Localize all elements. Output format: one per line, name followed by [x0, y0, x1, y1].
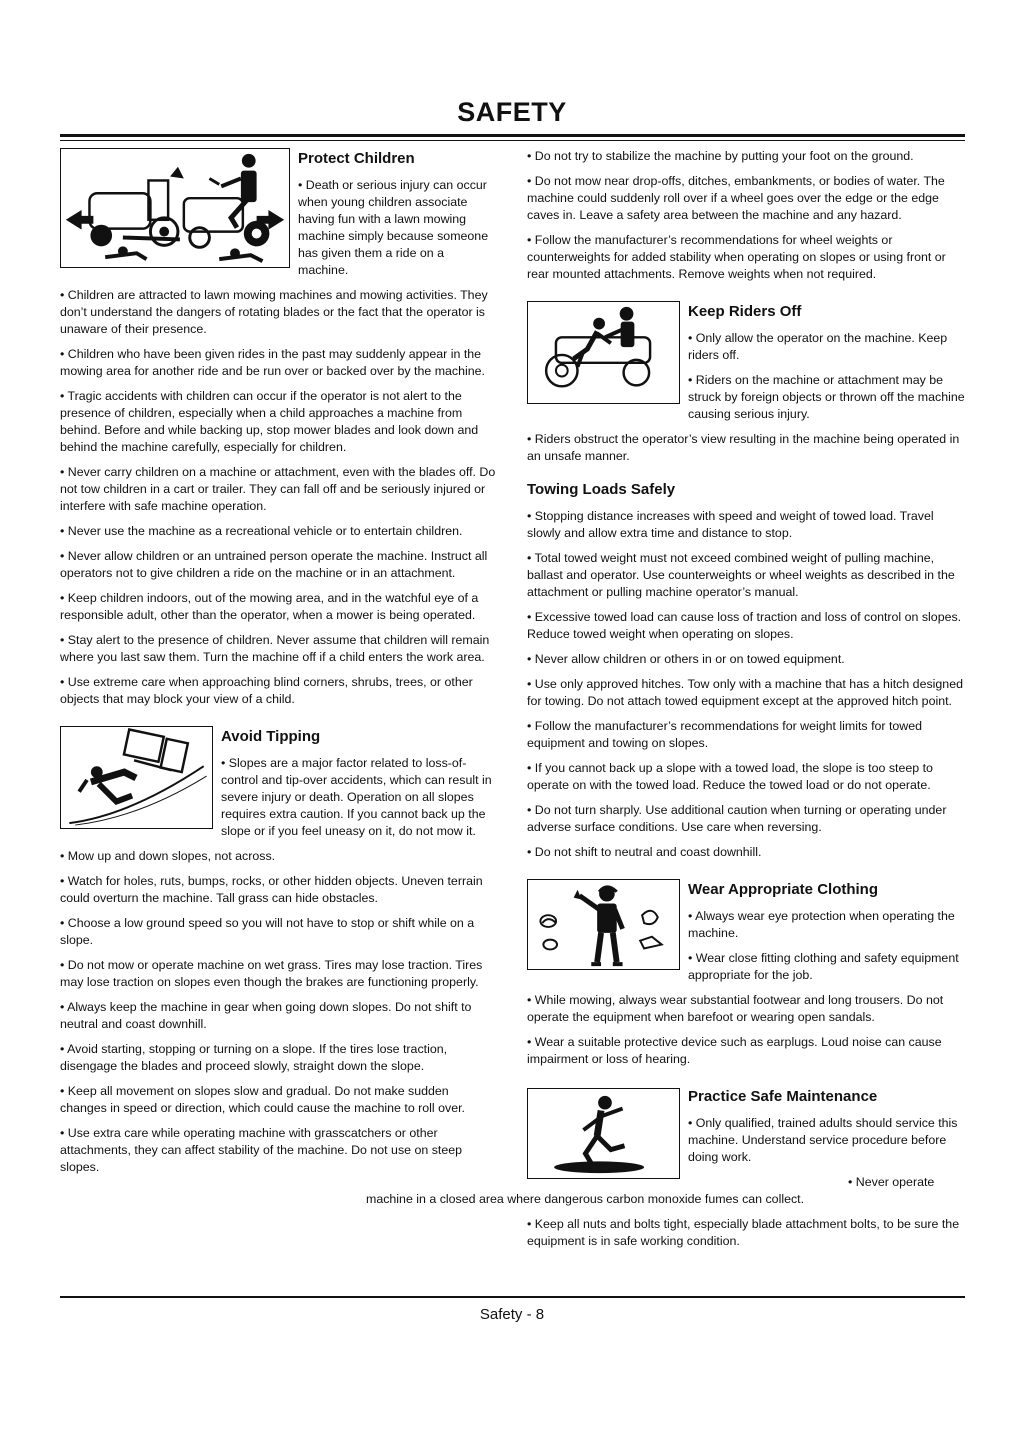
paragraph: • Keep all nuts and bolts tight, especially blade attachment bolts, to be sure the equipment is in safe working condition. — [527, 1217, 960, 1248]
clothing-illustration — [527, 879, 680, 970]
paragraph: • Keep children indoors, out of the mowing area, and in the watchful eye of a responsible adult, other than the operator, when a mower is being operated. — [60, 591, 479, 622]
paragraph: • Watch for holes, ruts, bumps, rocks, or other hidden objects. Uneven terrain could overturn the machine. Tall grass can hide obstacles. — [60, 874, 483, 905]
paragraph: • Use extreme care when approaching blind corners, shrubs, trees, or other objects that may block your view of a child. — [60, 675, 473, 706]
heading-clothing: Wear Appropriate Clothing — [688, 881, 879, 898]
paragraph: • Never allow children or others in or on towed equipment. — [527, 652, 845, 666]
tipping-illustration — [60, 726, 213, 829]
paragraph: • Excessive towed load can cause loss of traction and loss of control on slopes. Reduce towed weight when operating on slopes. — [527, 610, 962, 641]
paragraph: • Wear a suitable protective device such as earplugs. Loud noise can cause impairment or loss of hearing. — [527, 1035, 942, 1066]
paragraph: • Riders on the machine or attachment may be struck by foreign objects or thrown off the machine causing serious injury. — [688, 373, 965, 421]
paragraph: • Avoid starting, stopping or turning on a slope. If the tires lose traction, disengage the blades and proceed slowly, straight down the slope. — [60, 1042, 448, 1073]
tip-over-icon — [61, 727, 212, 828]
paragraph: • Stay alert to the presence of children. Never assume that children will remain where you last saw them. Turn the machine off if a child enters the work area. — [60, 633, 490, 664]
header-rule-thin — [60, 140, 965, 141]
paragraph: • Follow the manufacturer’s recommendations for weight limits for towed equipment and towing on slopes. — [527, 719, 923, 750]
paragraph: • Do not shift to neutral and coast downhill. — [527, 845, 762, 859]
section-towing-loads — [527, 479, 965, 508]
section-clothing — [527, 879, 965, 992]
paragraph: • Never allow children or an untrained person operate the machine. Instruct all operators not to give children a ride on the machine or in an attachment. — [60, 549, 488, 580]
footer-rule — [60, 1296, 965, 1298]
paragraph: • Keep all movement on slopes slow and gradual. Do not make sudden changes in speed or direction, which could cause the machine to roll over. — [60, 1084, 465, 1115]
paragraph: • Use only approved hitches. Tow only with a machine that has a hitch designed for towing. Do not attach towed equipment except at the approved hitch point. — [527, 677, 963, 708]
children-riding-illustration — [60, 148, 290, 268]
heading-protect-children: Protect Children — [298, 150, 415, 167]
slip-hazard-icon — [528, 1089, 679, 1178]
paragraph: • Never use the machine as a recreational vehicle or to entertain children. — [60, 524, 463, 538]
paragraph: • Do not try to stabilize the machine by putting your foot on the ground. — [527, 149, 914, 163]
riders-illustration — [527, 301, 680, 404]
heading-keep-riders-off: Keep Riders Off — [688, 303, 802, 320]
paragraph: • Do not turn sharply. Use additional caution when turning or operating under adverse surface conditions. Use care when reversing. — [527, 803, 947, 834]
protective-clothing-icon — [528, 880, 679, 969]
paragraph: • Stopping distance increases with speed and weight of towed load. Travel slowly and allow extra time and distance to stop. — [527, 509, 934, 540]
paragraph: • Only qualified, trained adults should service this machine. Understand service procedure before doing work. — [688, 1116, 958, 1164]
children-ride-mower-icon — [61, 149, 289, 267]
paragraph: • Death or serious injury can occur when young children associate having fun with a lawn mowing machine simply because someone has given them a ride on a machine. — [298, 178, 489, 277]
header-rule-thick — [60, 134, 965, 137]
paragraph: • Always wear eye protection when operating the machine. — [688, 909, 955, 940]
heading-maintenance: Practice Safe Maintenance — [688, 1088, 878, 1105]
section-protect-children — [60, 148, 496, 287]
paragraph: • Do not mow or operate machine on wet grass. Tires may lose traction. Tires may lose traction on slopes even though the brakes are functioning properly. — [60, 958, 483, 989]
left-column — [60, 148, 496, 1184]
heading-avoid-tipping: Avoid Tipping — [221, 728, 321, 745]
paragraph: • Mow up and down slopes, not across. — [60, 849, 276, 863]
paragraph: • Do not mow near drop-offs, ditches, embankments, or bodies of water. The machine could suddenly roll over if a wheel goes over the edge or the edge caves in. Leave a safety area between the machine and any hazard. — [527, 174, 945, 222]
section-avoid-tipping — [60, 726, 496, 848]
heading-towing-loads: Towing Loads Safely — [527, 481, 676, 498]
rider-on-mower-icon — [528, 302, 679, 403]
page-title: SAFETY — [457, 97, 567, 127]
paragraph: • Children are attracted to lawn mowing machines and mowing activities. They don’t understand the dangers of rotating blades or the fact that the operator is unaware of their presence. — [60, 288, 488, 336]
paragraph: • Riders obstruct the operator’s view resulting in the machine being operated in an unsafe manner. — [527, 432, 960, 463]
paragraph: • Slopes are a major factor related to loss-of-control and tip-over accidents, which can result in severe injury or death. Operation on all slopes requires extra caution. If you cannot back up the slope or if you feel uneasy on it, do not mow it. — [221, 756, 492, 838]
paragraph: • Use extra care while operating machine with grasscatchers or other attachments, they can affect stability of the machine. Do not use on steep slopes. — [60, 1126, 463, 1174]
paragraph: • Wear close fitting clothing and safety equipment appropriate for the job. — [688, 951, 959, 982]
maintenance-illustration — [527, 1088, 680, 1179]
section-keep-riders-off — [527, 301, 965, 431]
paragraph: • Only allow the operator on the machine. Keep riders off. — [688, 331, 948, 362]
paragraph: • Follow the manufacturer’s recommendations for wheel weights or counterweights for added stability when operating on slopes or using front or rear mounted attachments. Remove weights when not required. — [527, 233, 946, 281]
paragraph: • If you cannot back up a slope with a towed load, the slope is too steep to operate on with the towed load. Reduce the towed load or do not operate. — [527, 761, 933, 792]
paragraph: • Tragic accidents with children can occur if the operator is not alert to the presence of children, especially when a child approaches a machine from behind. Before and while backing up, stop mower blades and look down and behind the machine carefully, especially for children. — [60, 389, 479, 454]
section-maintenance — [366, 1088, 965, 1208]
paragraph: • Never operate machine in a closed area where dangerous carbon monoxide fumes can collect. — [366, 1175, 935, 1206]
paragraph: • Choose a low ground speed so you will not have to stop or shift while on a slope. — [60, 916, 475, 947]
paragraph: • Children who have been given rides in the past may suddenly appear in the mowing area for another ride and be run over or backed over by the machine. — [60, 347, 485, 378]
paragraph: • Always keep the machine in gear when going down slopes. Do not shift to neutral and coast downhill. — [60, 1000, 472, 1031]
paragraph: • While mowing, always wear substantial footwear and long trousers. Do not operate the equipment when barefoot or wearing open sandals. — [527, 993, 944, 1024]
page-footer: Safety - 8 — [479, 1306, 545, 1323]
paragraph: • Never carry children on a machine or attachment, even with the blades off. Do not tow children in a cart or trailer. They can fall off and be seriously injured or interfere with safe machine operation. — [60, 465, 496, 513]
paragraph: • Total towed weight must not exceed combined weight of pulling machine, ballast and operator. Use counterweights or wheel weights as described in the attachment or pulling machine operator’s manual. — [527, 551, 955, 599]
